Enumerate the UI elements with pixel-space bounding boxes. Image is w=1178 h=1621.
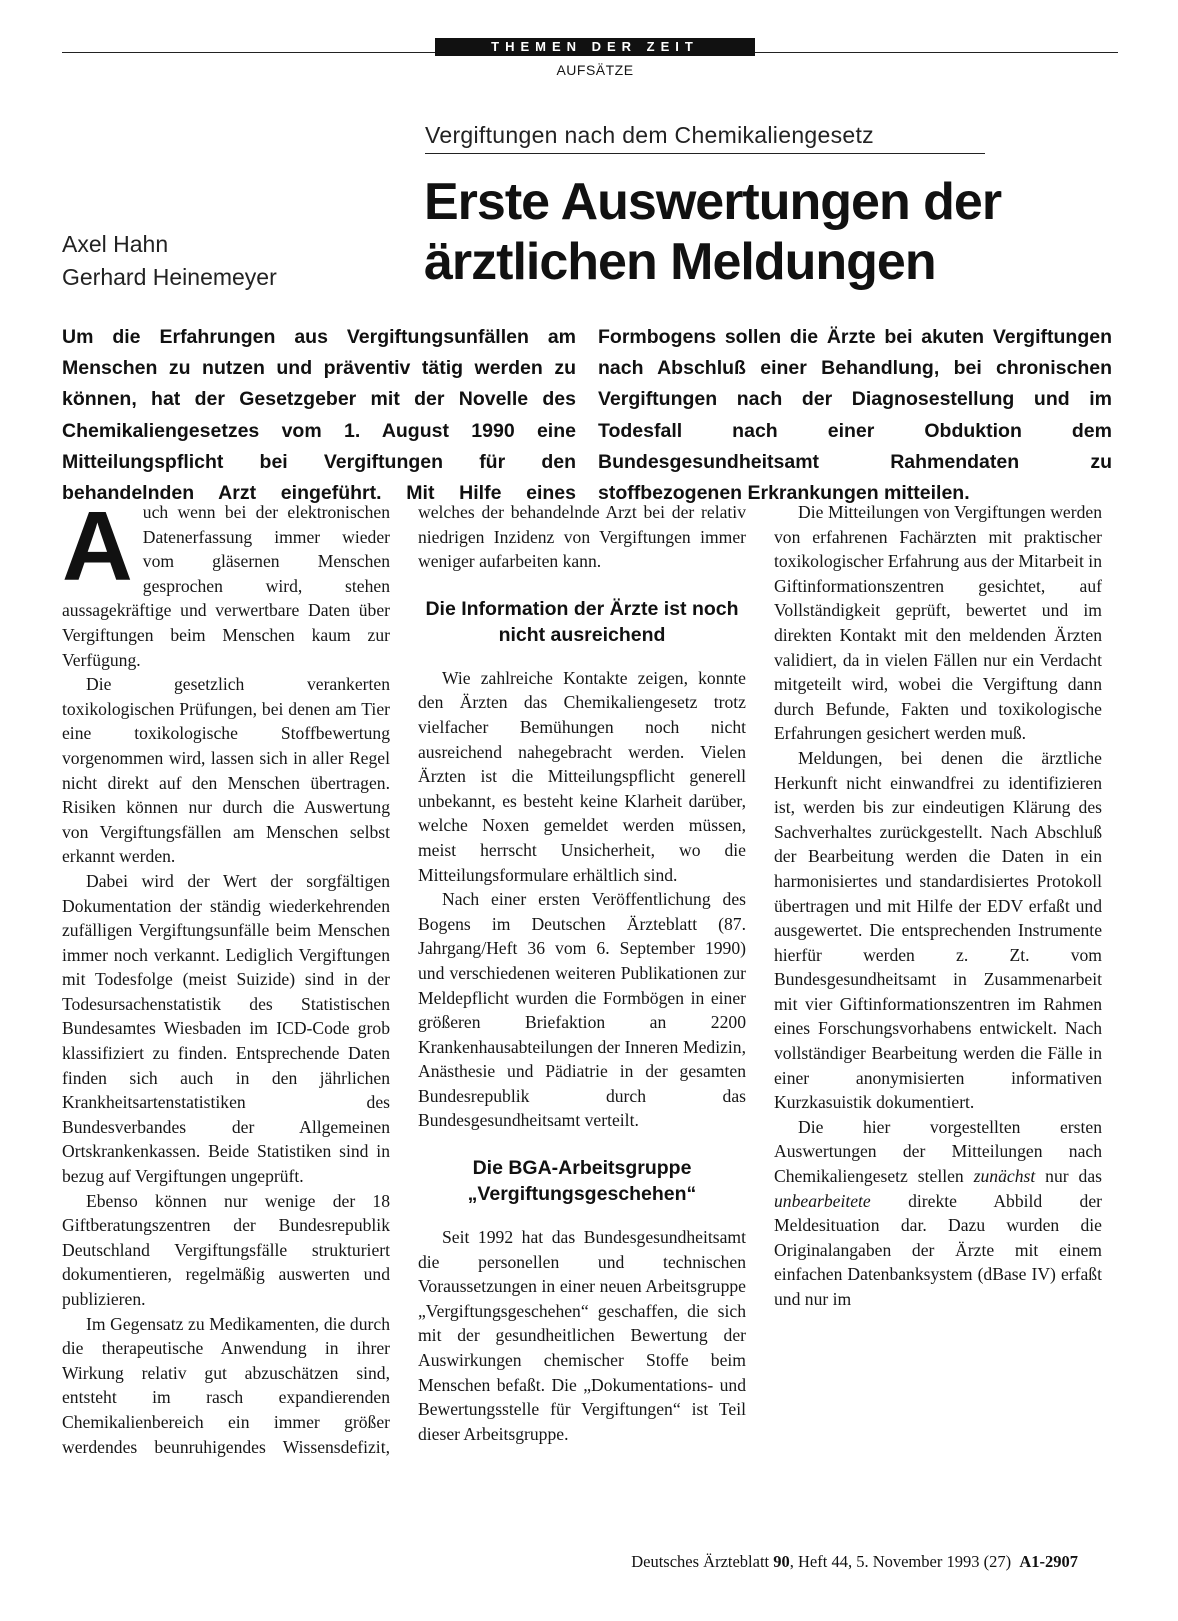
subheading: Die BGA-Arbeitsgruppe „Vergiftungsgeschehen“ <box>467 1157 697 1206</box>
paragraph: Im Gegensatz zu Medikamenten, die durch die therapeutische Anwendung in ihrer Wirkung relativ gut abzuschätzen sind, entsteht im rasch expandierenden Chemikalienbereich ein immer größer werdendes beunruhigendes Wissensdefizit, welches der behandelnde Arzt bei der relativ niedrigen Inzidenz von Vergiftungen immer weniger aufarbeiten kann. <box>62 502 746 1457</box>
author-name: Gerhard Heinemeyer <box>62 264 277 290</box>
paragraph: Ebenso können nur wenige der 18 Giftberatungszentren der Bundesrepublik Deutschland Vergiftungsfälle strukturiert dokumentieren, regelmäßig auswerten und publizieren. <box>62 1190 390 1309</box>
paragraph: Die hier vorgestellten ersten Auswertungen der Mitteilungen nach Chemikaliengesetz stellen zunächst nur das unbearbeitete direkte Abbild der Meldesituation dar. Dazu wurden die Originalangaben der Ärzte mit einem einfachen Datenbanksystem (dBase IV) erfaßt und nur im <box>774 1116 1103 1309</box>
subheading: Die Information der Ärzte ist noch nicht ausreichend <box>425 597 739 646</box>
section-subtitle: AUFSÄTZE <box>556 62 634 78</box>
paragraph: Die gesetzlich verankerten toxikologischen Prüfungen, bei denen am Tier eine toxikologische Stoffbewertung vorgenommen wird, lassen sich in aller Regel nicht direkt auf den Menschen übertragen. Risiken können nur durch die Auswertung von Vergiftungsfällen am Menschen selbst erkannt werden. <box>62 674 390 867</box>
paragraph: Nach einer ersten Veröffentlichung des Bogens im Deutschen Ärzteblatt (87. Jahrgang/Heft 36 vom 6. September 1990) und verschiedenen weiteren Publikationen zur Meldepflicht wurden die Formbögen in einer größeren Briefaktion an 2200 Krankenhausabteilungen der Inneren Medizin, Anästhesie und Pädiatrie in der gesamten Bundesrepublik durch das Bundesgesundheitsamt verteilt. <box>418 889 746 1131</box>
page-number: A1-2907 <box>1019 1552 1078 1571</box>
page-footer <box>498 1552 1078 1572</box>
author-list <box>62 228 277 294</box>
article-lead: Um die Erfahrungen aus Vergiftungsunfällen am Menschen zu nutzen und präventiv tätig werden zu können, hat der Gesetzgeber mit der Novelle des Chemikaliengesetzes vom 1. August 1990 eine Mitteilungspflicht bei Vergiftungen für den behandelnden Arzt eingeführt. Mit Hilfe eines Formbogens sollen die Ärzte bei akuten Vergiftungen nach Abschluß einer Behandlung, bei chronischen Vergiftungen nach der Diagnosestellung und im Todesfall nach einer Obduktion dem Bundesgesundheitsamt Rahmendaten zu stoffbezogenen Erkrankungen mitteilen. <box>62 326 1112 505</box>
section-banner: THEMEN DER ZEIT <box>435 38 755 56</box>
drop-cap: A <box>62 491 133 601</box>
title-line: ärztlichen Meldungen <box>424 233 936 291</box>
paragraph: Seit 1992 hat das Bundesgesundheitsamt die personellen und technischen Voraussetzungen in einer neuen Arbeitsgruppe „Vergiftungsgeschehen“ geschaffen, die sich mit der gesundheitlichen Bewertung der Auswirkungen chemischer Stoffe beim Menschen befaßt. Die „Dokumentations- und Bewertungsstelle für Vergiftungen“ ist Teil dieser Arbeitsgruppe. <box>418 1227 746 1444</box>
paragraph: Auch wenn bei der elektronischen Datenerfassung immer wieder vom gläsernen Menschen gesprochen wird, stehen aussagekräftige und verwertbare Daten über Vergiftungen beim Menschen kaum zur Verfügung. <box>62 491 390 670</box>
article-body <box>62 491 1103 1465</box>
author-name: Axel Hahn <box>62 231 169 257</box>
paragraph: Wie zahlreiche Kontakte zeigen, konnte den Ärzten das Chemikaliengesetz trotz vielfacher Bemühungen noch nicht ausreichend nahegebracht werden. Vielen Ärzten ist die Mitteilungspflicht generell unbekannt, es besteht keine Klarheit darüber, welche Noxen gemeldet werden müssen, meist herrscht Unsicherheit, wo die Mitteilungsformulare erhältlich sind. <box>418 667 746 885</box>
journal-name: Deutsches Ärzteblatt <box>631 1552 770 1571</box>
article-kicker: Vergiftungen nach dem Chemikaliengesetz <box>425 122 985 154</box>
volume-number: 90 <box>773 1552 790 1571</box>
paragraph: Die Mitteilungen von Vergiftungen werden von erfahrenen Fachärzten mit praktischer toxikologischer Erfahrung aus der Mitarbeit in Giftinformationszentren gesichtet, auf Vollständigkeit geprüft, bewertet und im direkten Kontakt mit den meldenden Ärzten validiert, da in vielen Fällen nur ein Verdacht mitgeteilt wird, wobei die Vergiftung dann durch Befunde, Fakten und toxikologische Erfahrungen gesichert werden muß. <box>774 502 1102 744</box>
article-title <box>424 172 1144 292</box>
issue-info: , Heft 44, 5. November 1993 (27) <box>789 1552 1012 1571</box>
paragraph: Meldungen, bei denen die ärztliche Herkunft nicht einwandfrei zu identifizieren ist, werden bis zur eindeutigen Klärung des Sachverhaltes zurückgestellt. Nach Abschluß der Bearbeitung werden die Daten in ein harmonisiertes und standardisiertes Protokoll übertragen und mit Hilfe der EDV erfaßt und ausgewertet. Die entsprechenden Instrumente hierfür werden z. Zt. vom Bundesgesundheitsamt in Zusammenarbeit mit vier Giftinformationszentren im Rahmen eines Forschungsvorhabens entwickelt. Nach vollständiger Bearbeitung werden die Fälle in einer anonymisierten informativen Kurzkasuistik dokumentiert. <box>774 747 1102 1113</box>
title-line: Erste Auswertungen der <box>424 173 1002 231</box>
paragraph: Dabei wird der Wert der sorgfältigen Dokumentation der ständig wiederkehrenden zufälligen Vergiftungsunfälle beim Menschen immer noch verkannt. Lediglich Vergiftungen mit Todesfolge (meist Suizide) sind in der Todesursachenstatistik des Statistischen Bundesamtes Wiesbaden im ICD-Code grob klassifiziert zu finden. Entsprechende Daten finden sich auch in den jährlichen Krankheitsartenstatistiken des Bundesverbandes der Allgemeinen Ortskrankenkassen. Beide Statistiken sind in bezug auf Vergiftungen ungeprüft. <box>62 870 390 1187</box>
